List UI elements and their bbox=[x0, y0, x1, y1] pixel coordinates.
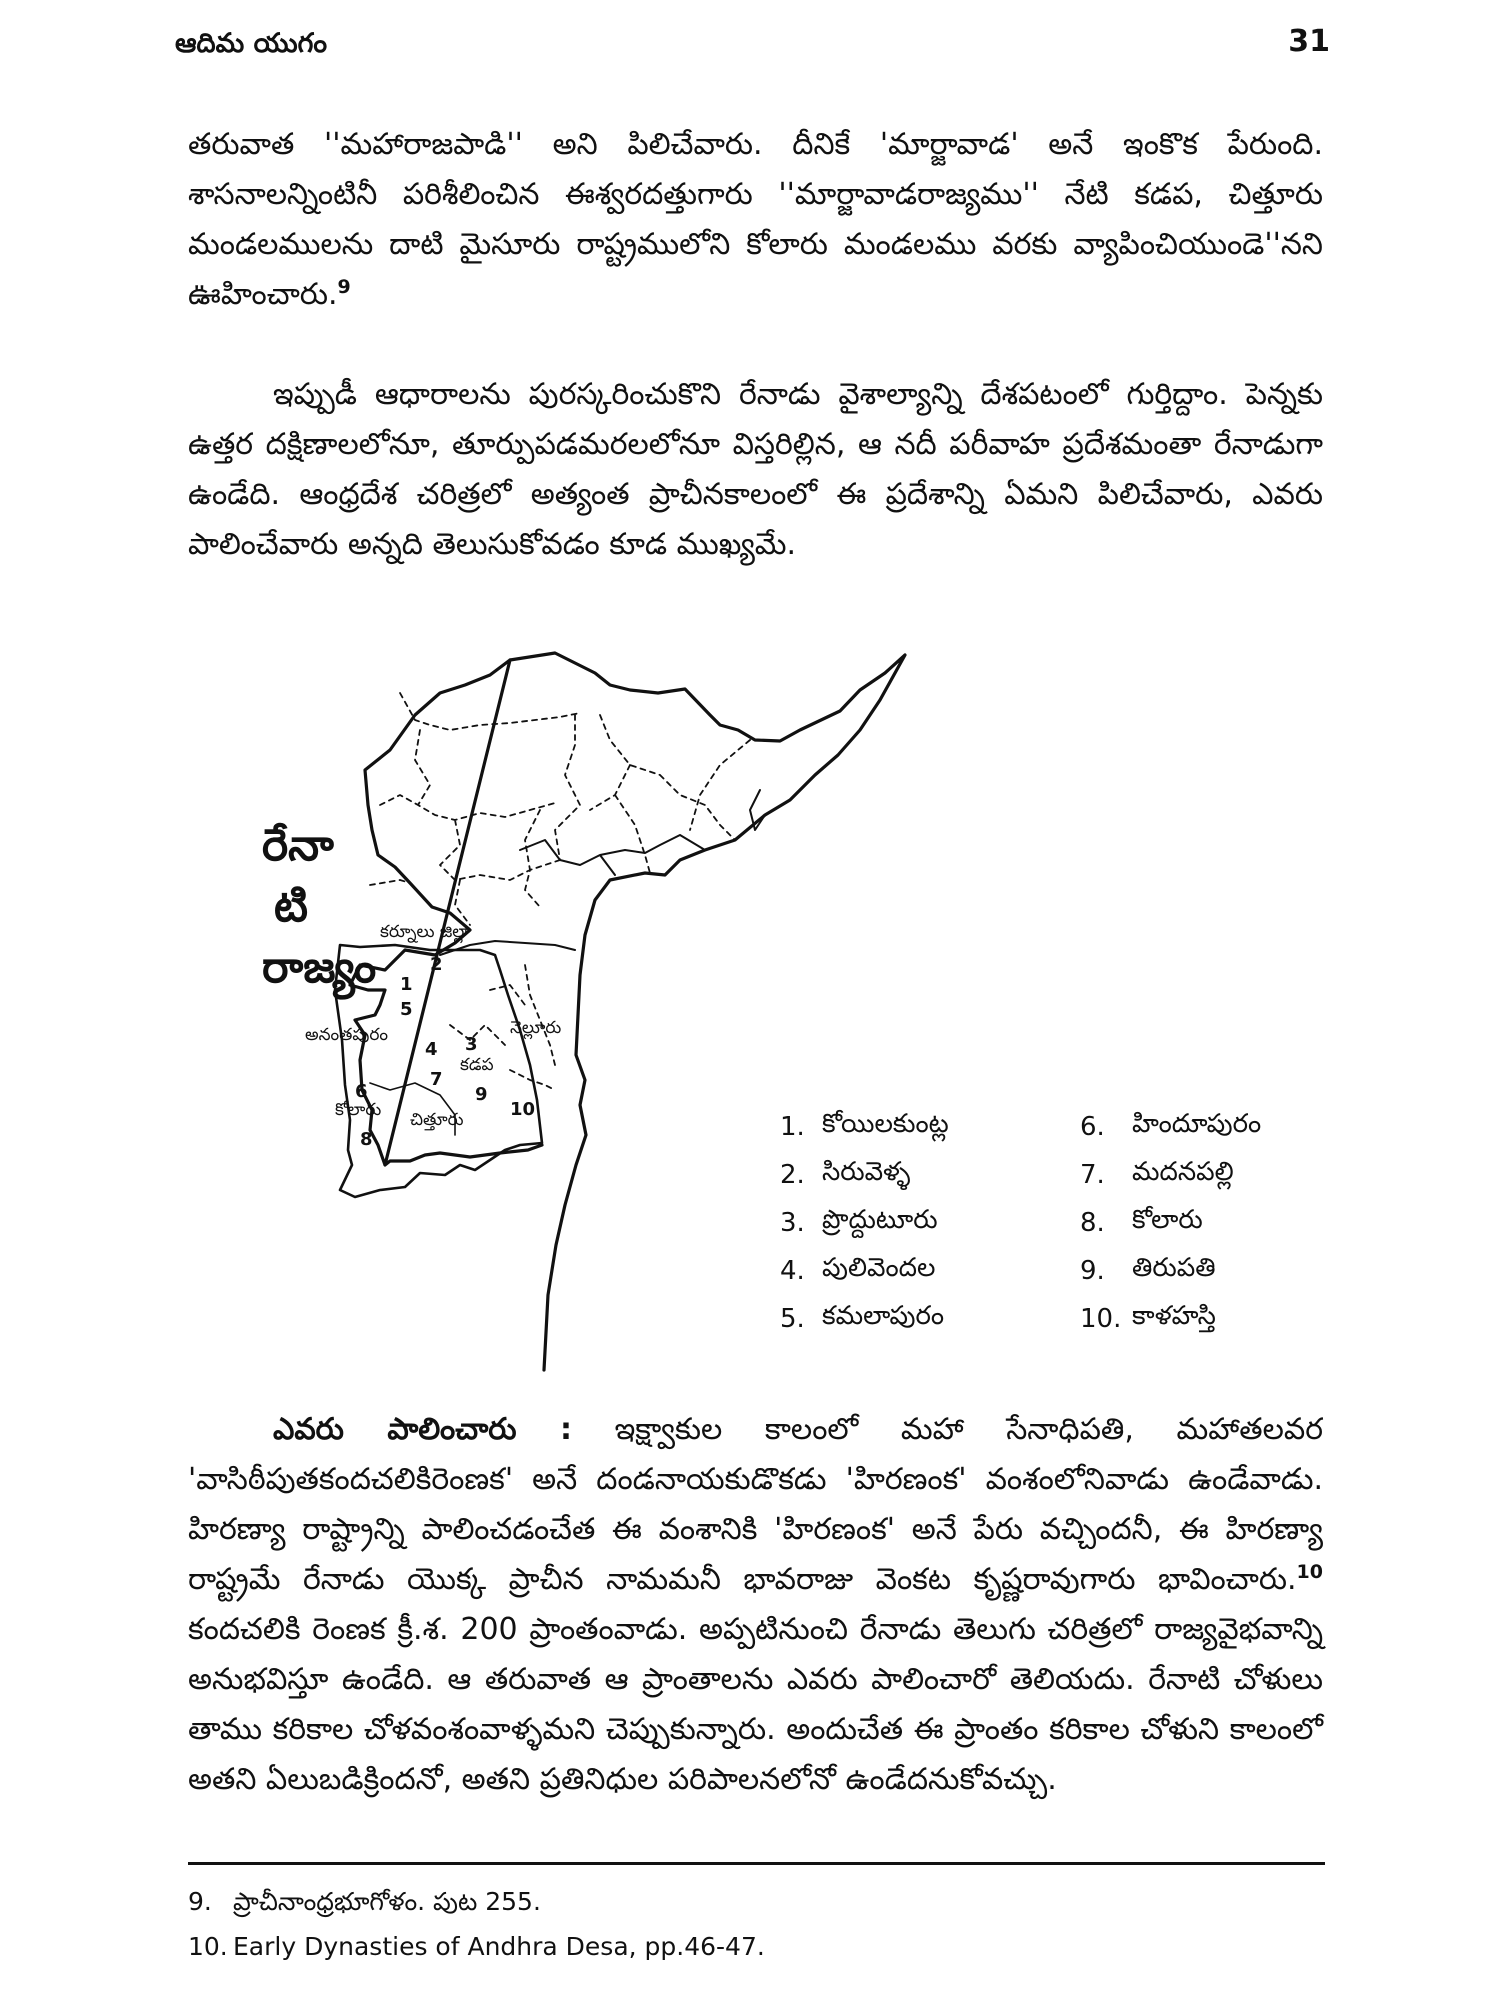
footnote-number: 9. bbox=[188, 1887, 212, 1916]
footnote-rule bbox=[188, 1862, 1325, 1865]
footnote-number: 10. bbox=[188, 1932, 228, 1961]
label-kurnool: కర్నూలు జిల్లా bbox=[380, 922, 471, 942]
legend-name: కమలాపురం bbox=[822, 1301, 945, 1331]
legend-item bbox=[780, 1153, 1080, 1197]
legend-item bbox=[1080, 1297, 1300, 1341]
paragraph-3-text-b: కందచలికి రెంణక క్రీ.శ. 200 ప్రాంతంవాడు. అప్పటినుంచి రేనాడు తెలుగు చరిత్రలో రాజ్యవైభవాన్ని అనుభవిస్తూ ఉండేది. ఆ తరువాత ఆ ప్రాంతాలను ఎవరు పాలించారో తెలియదు. రేనాటి చోళులు తాము కరికాల చోళవంశంవాళ్ళమని చెప్పుకున్నారు. అందుచేత ఈ ప్రాంతం కరికాల చోళుని కాలంలో అతని ఏలుబడిక్రిందనో, అతని ప్రతినిధుల పరిపాలనలోనో ఉండేదనుకోవచ్చు. bbox=[188, 1612, 1323, 1797]
footnote-ref-10[interactable]: 10 bbox=[1296, 1561, 1323, 1583]
map-number-2: 2 bbox=[430, 954, 443, 975]
map-number-1: 1 bbox=[400, 974, 413, 995]
legend-name: హిందూపురం bbox=[1132, 1109, 1262, 1139]
legend-item bbox=[1080, 1153, 1300, 1197]
legend-num: 10. bbox=[1080, 1304, 1122, 1334]
legend-num: 2. bbox=[780, 1160, 805, 1190]
legend-name: సిరువెళ్ళ bbox=[822, 1157, 911, 1187]
label-nellore: నెల్లూరు bbox=[510, 1018, 562, 1038]
map-number-8: 8 bbox=[360, 1129, 373, 1150]
legend-num: 7. bbox=[1080, 1160, 1105, 1190]
paragraph-1 bbox=[188, 120, 1323, 320]
legend-num: 5. bbox=[780, 1304, 805, 1334]
paragraph-3-text-a: ఇక్ష్వాకుల కాలంలో మహా సేనాధిపతి, మహాతలవర 'వాసిఠీపుతకందచలికిరెంణక' అనే దండనాయకుడొకడు 'హిరణంక' వంశంలోనివాడు ఉండేవాడు. హిరణ్యా రాష్ట్రాన్ని పాలించడంచేత ఈ వంశానికి 'హిరణంక' అనే పేరు వచ్చిందనీ, ఈ హిరణ్యా రాష్ట్రమే రేనాడు యొక్క ప్రాచీన నామమనీ భావరాజు వెంకట కృష్ణరావుగారు భావించారు. bbox=[188, 1412, 1323, 1597]
map-number-9: 9 bbox=[475, 1084, 488, 1105]
legend-item bbox=[780, 1249, 1080, 1293]
legend-item bbox=[1080, 1105, 1300, 1149]
legend-name: కాళహస్తి bbox=[1132, 1301, 1216, 1331]
paragraph-2-text: ఇప్పుడీ ఆధారాలను పురస్కరించుకొని రేనాడు వైశాల్యాన్ని దేశపటంలో గుర్తిద్దాం. పెన్నకు ఉత్తర దక్షిణాలలోనూ, తూర్పుపడమరలలోనూ విస్తరిల్లిన, ఆ నదీ పరీవాహ ప్రదేశమంతా రేనాడుగా ఉండేది. ఆంధ్రదేశ చరిత్రలో అత్యంత ప్రాచీనకాలంలో ఈ ప్రదేశాన్ని ఏమని పిలిచేవారు, ఎవరు పాలించేవారు అన్నది తెలుసుకోవడం కూడ ముఖ్యమే. bbox=[188, 377, 1323, 562]
kurnool-boundary bbox=[440, 941, 575, 955]
legend-name: కోయిలకుంట్ల bbox=[822, 1109, 949, 1139]
label-anantapur: అనంతపురం bbox=[305, 1025, 389, 1045]
footnote-9 bbox=[188, 1885, 541, 1919]
legend-item bbox=[1080, 1201, 1300, 1245]
map-title: రేనాటి రాజ్యం bbox=[262, 820, 377, 993]
legend-name: పులివెందల bbox=[822, 1253, 936, 1283]
legend-num: 4. bbox=[780, 1256, 805, 1286]
section-lead: ఎవరు పాలించారు : bbox=[273, 1412, 572, 1447]
map-number-6: 6 bbox=[355, 1081, 368, 1102]
legend-num: 6. bbox=[1080, 1112, 1105, 1142]
paragraph-3 bbox=[188, 1405, 1323, 1805]
label-kolar: కోలారు bbox=[335, 1100, 382, 1120]
legend-name: ప్రొద్దుటూరు bbox=[822, 1205, 938, 1235]
legend-num: 3. bbox=[780, 1208, 805, 1238]
legend-item bbox=[780, 1201, 1080, 1245]
map-number-10: 10 bbox=[510, 1099, 536, 1120]
page-number: 31 bbox=[1288, 24, 1330, 59]
footnote-ref-9[interactable]: 9 bbox=[337, 276, 351, 298]
legend-name: మదనపల్లి bbox=[1132, 1157, 1234, 1187]
label-chittoor: చిత్తూరు bbox=[410, 1110, 464, 1130]
legend-name: తిరుపతి bbox=[1132, 1253, 1216, 1283]
map-legend bbox=[780, 1105, 1300, 1341]
legend-item bbox=[1080, 1249, 1300, 1293]
map-number-3: 3 bbox=[465, 1034, 478, 1055]
map-number-7: 7 bbox=[430, 1069, 443, 1090]
legend-num: 9. bbox=[1080, 1256, 1105, 1286]
footnote-text: ప్రాచీనాంధ్రభూగోళం. పుట 255. bbox=[233, 1887, 541, 1916]
map-number-5: 5 bbox=[400, 999, 413, 1020]
paragraph-1-text: తరువాత ''మహారాజపాడి'' అని పిలిచేవారు. దీనికే 'మార్జావాడ' అనే ఇంకొక పేరుంది. శాసనాలన్నింటినీ పరిశీలించిన ఈశ్వరదత్తుగారు ''మార్జావాడరాజ్యము'' నేటి కడప, చిత్తూరు మండలములను దాటి మైసూరు రాష్ట్రములోని కోలారు మండలము వరకు వ్యాపించియుండె''నని ఊహించారు. bbox=[188, 127, 1323, 312]
running-head: ఆదిమ యుగం bbox=[175, 28, 328, 59]
legend-num: 1. bbox=[780, 1112, 805, 1142]
label-kadapa: కడప bbox=[460, 1055, 494, 1075]
footnote-text: Early Dynasties of Andhra Desa, pp.46-47. bbox=[233, 1932, 765, 1961]
footnote-10 bbox=[188, 1930, 765, 1964]
paragraph-2 bbox=[188, 370, 1323, 570]
legend-num: 8. bbox=[1080, 1208, 1105, 1238]
map-number-4: 4 bbox=[425, 1039, 438, 1060]
legend-item bbox=[780, 1105, 1080, 1149]
legend-name: కోలారు bbox=[1132, 1205, 1203, 1235]
legend-item bbox=[780, 1297, 1080, 1341]
